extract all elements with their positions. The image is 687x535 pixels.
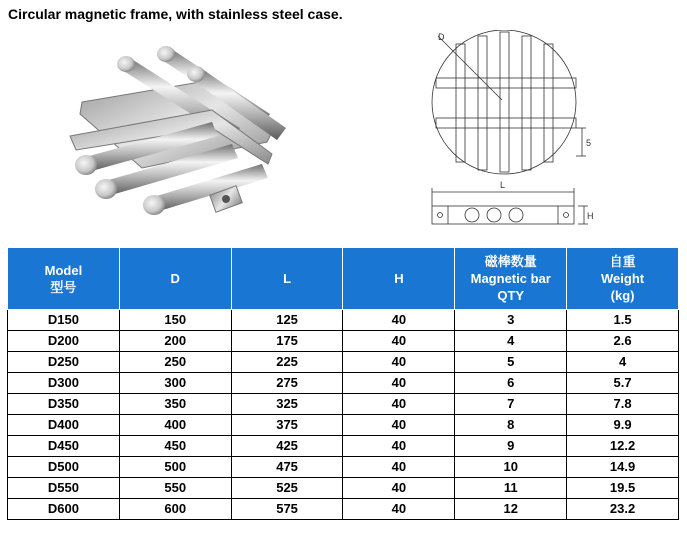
- technical-drawing: [424, 30, 594, 236]
- cell-weight: 9.9: [567, 415, 679, 436]
- table-row: [8, 415, 679, 436]
- table-row: [8, 331, 679, 352]
- header-l: L: [231, 248, 343, 310]
- cell-qty: 6: [455, 373, 567, 394]
- cell-d: 200: [119, 331, 231, 352]
- cell-qty: 5: [455, 352, 567, 373]
- cell-h: 40: [343, 499, 455, 520]
- cell-d: 250: [119, 352, 231, 373]
- cell-qty: 11: [455, 478, 567, 499]
- product-photo: [62, 40, 302, 225]
- cell-model: D250: [8, 352, 120, 373]
- cell-l: 275: [231, 373, 343, 394]
- table-row: [8, 499, 679, 520]
- cell-l: 575: [231, 499, 343, 520]
- cell-d: 500: [119, 457, 231, 478]
- dimension-5-label: 5: [586, 138, 592, 148]
- cell-h: 40: [343, 436, 455, 457]
- cell-model: D500: [8, 457, 120, 478]
- cell-weight: 23.2: [567, 499, 679, 520]
- cell-model: D300: [8, 373, 120, 394]
- cell-l: 125: [231, 310, 343, 331]
- cell-qty: 9: [455, 436, 567, 457]
- cell-model: D550: [8, 478, 120, 499]
- cell-l: 325: [231, 394, 343, 415]
- cell-model: D400: [8, 415, 120, 436]
- cell-weight: 5.7: [567, 373, 679, 394]
- cell-d: 150: [119, 310, 231, 331]
- cell-h: 40: [343, 457, 455, 478]
- cell-weight: 7.8: [567, 394, 679, 415]
- table-row: [8, 457, 679, 478]
- cell-weight: 1.5: [567, 310, 679, 331]
- cell-h: 40: [343, 394, 455, 415]
- cell-qty: 4: [455, 331, 567, 352]
- cell-d: 450: [119, 436, 231, 457]
- cell-l: 425: [231, 436, 343, 457]
- cell-qty: 7: [455, 394, 567, 415]
- cell-l: 475: [231, 457, 343, 478]
- cell-l: 225: [231, 352, 343, 373]
- header-weight: 自重 Weight (kg): [567, 248, 679, 310]
- table-row: [8, 310, 679, 331]
- cell-weight: 12.2: [567, 436, 679, 457]
- table-row: [8, 478, 679, 499]
- cell-qty: 3: [455, 310, 567, 331]
- cell-qty: 8: [455, 415, 567, 436]
- header-h: H: [343, 248, 455, 310]
- cell-l: 375: [231, 415, 343, 436]
- cell-qty: 10: [455, 457, 567, 478]
- cell-h: 40: [343, 415, 455, 436]
- cell-h: 40: [343, 478, 455, 499]
- cell-qty: 12: [455, 499, 567, 520]
- cell-d: 600: [119, 499, 231, 520]
- header-d: D: [119, 248, 231, 310]
- cell-d: 300: [119, 373, 231, 394]
- cell-model: D450: [8, 436, 120, 457]
- cell-d: 550: [119, 478, 231, 499]
- cell-l: 525: [231, 478, 343, 499]
- height-label: H: [587, 211, 594, 221]
- header-magnetic-bar-qty: 磁棒数量 Magnetic bar QTY: [455, 248, 567, 310]
- page-title: Circular magnetic frame, with stainless steel case.: [8, 6, 343, 22]
- table-row: [8, 394, 679, 415]
- cell-weight: 4: [567, 352, 679, 373]
- diameter-label: D: [438, 32, 445, 42]
- cell-h: 40: [343, 310, 455, 331]
- table-header-row: [8, 248, 679, 310]
- length-label: L: [500, 180, 506, 190]
- cell-h: 40: [343, 352, 455, 373]
- cell-h: 40: [343, 331, 455, 352]
- table-row: [8, 352, 679, 373]
- cell-l: 175: [231, 331, 343, 352]
- cell-model: D350: [8, 394, 120, 415]
- cell-weight: 2.6: [567, 331, 679, 352]
- cell-d: 400: [119, 415, 231, 436]
- cell-model: D600: [8, 499, 120, 520]
- table-row: [8, 373, 679, 394]
- header-model: Model 型号: [8, 248, 120, 310]
- cell-h: 40: [343, 373, 455, 394]
- cell-model: D200: [8, 331, 120, 352]
- cell-d: 350: [119, 394, 231, 415]
- cell-model: D150: [8, 310, 120, 331]
- table-row: [8, 436, 679, 457]
- spec-table: [7, 247, 679, 520]
- cell-weight: 14.9: [567, 457, 679, 478]
- cell-weight: 19.5: [567, 478, 679, 499]
